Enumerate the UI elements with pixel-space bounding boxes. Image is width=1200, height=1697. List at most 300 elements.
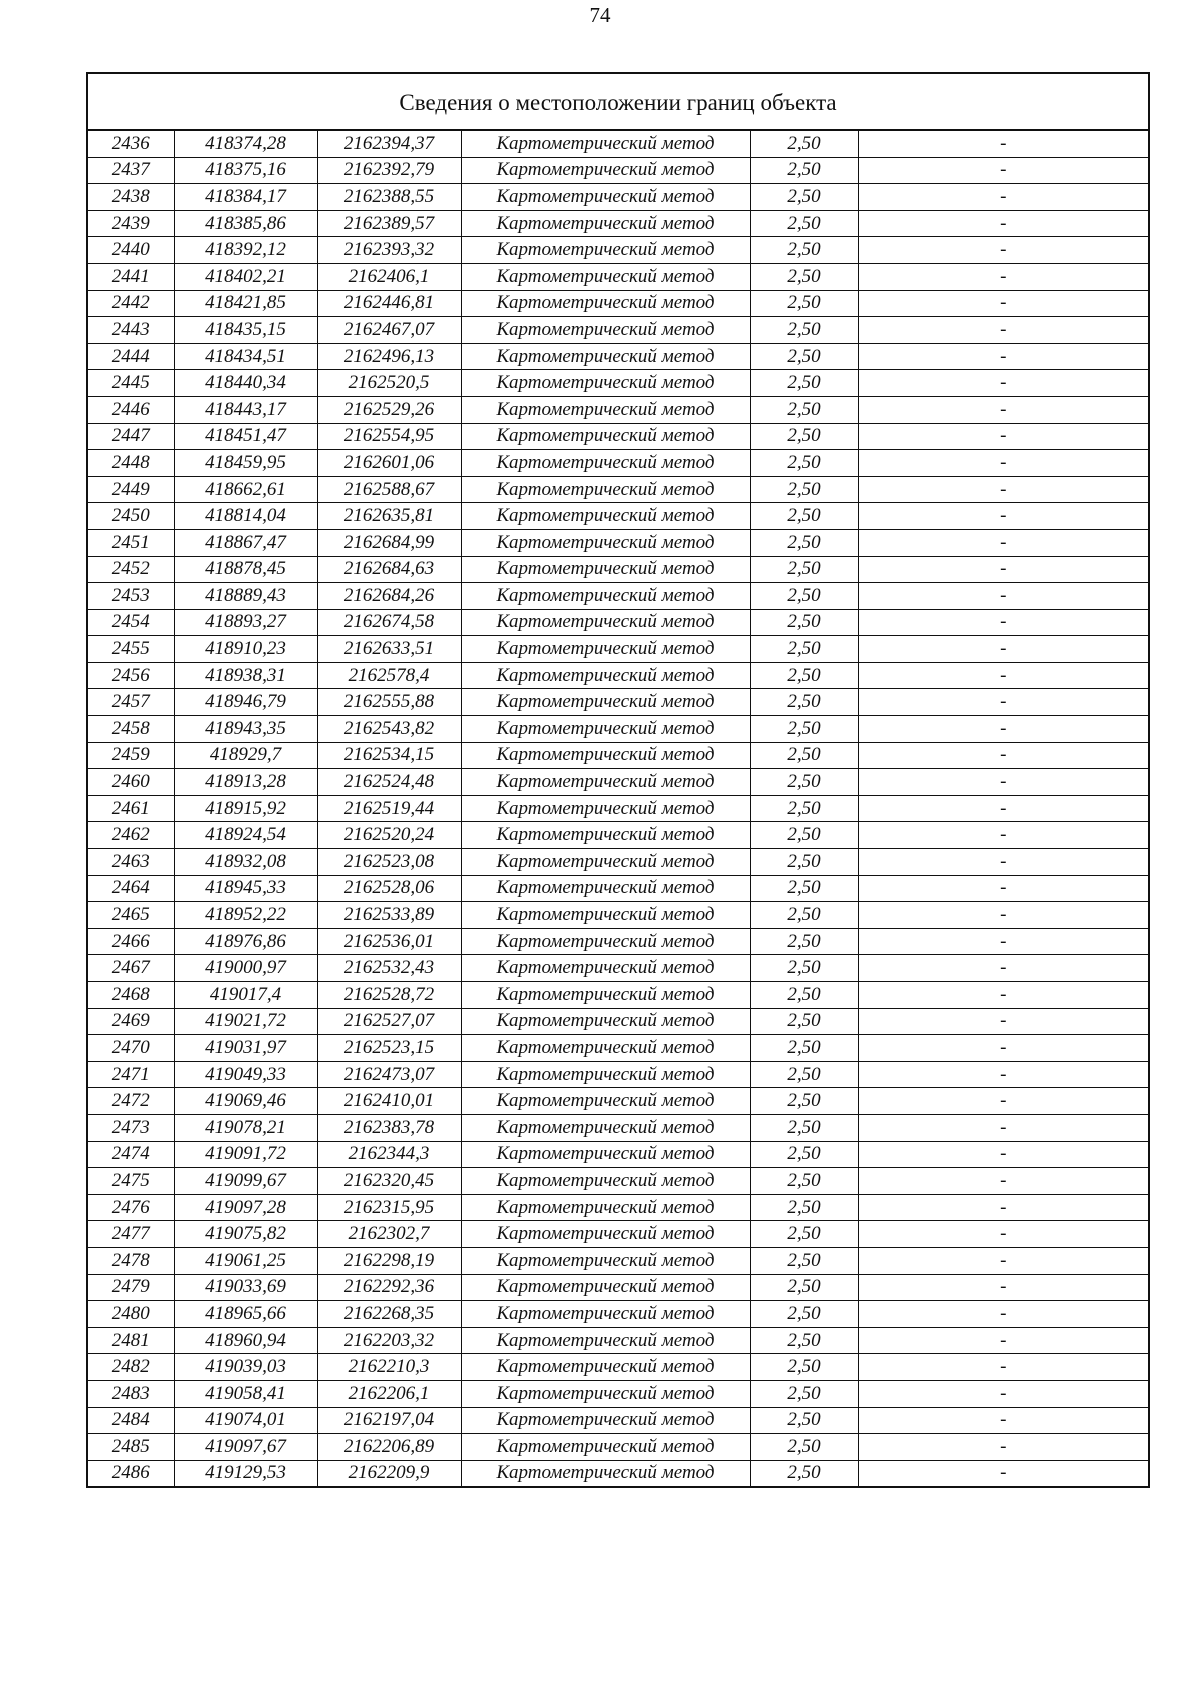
accuracy-cell: 2,50	[750, 556, 858, 583]
method-cell: Картометрический метод	[461, 529, 750, 556]
x-coordinate-cell: 418459,95	[174, 450, 317, 477]
accuracy-cell: 2,50	[750, 1301, 858, 1328]
y-coordinate-cell: 2162203,32	[317, 1327, 461, 1354]
x-coordinate-cell: 418929,7	[174, 742, 317, 769]
description-cell: -	[858, 343, 1148, 370]
accuracy-cell: 2,50	[750, 210, 858, 237]
accuracy-cell: 2,50	[750, 1061, 858, 1088]
table-row	[88, 157, 1148, 184]
description-cell: -	[858, 1114, 1148, 1141]
point-number-cell: 2474	[88, 1141, 174, 1168]
x-coordinate-cell: 419061,25	[174, 1247, 317, 1274]
point-number-cell: 2441	[88, 263, 174, 290]
y-coordinate-cell: 2162446,81	[317, 290, 461, 317]
method-cell: Картометрический метод	[461, 982, 750, 1009]
table-row	[88, 370, 1148, 397]
description-cell: -	[858, 955, 1148, 982]
accuracy-cell: 2,50	[750, 503, 858, 530]
accuracy-cell: 2,50	[750, 157, 858, 184]
y-coordinate-cell: 2162393,32	[317, 237, 461, 264]
description-cell: -	[858, 689, 1148, 716]
point-number-cell: 2478	[88, 1247, 174, 1274]
method-cell: Картометрический метод	[461, 795, 750, 822]
description-cell: -	[858, 1088, 1148, 1115]
method-cell: Картометрический метод	[461, 636, 750, 663]
description-cell: -	[858, 795, 1148, 822]
table-row	[88, 982, 1148, 1009]
point-number-cell: 2442	[88, 290, 174, 317]
description-cell: -	[858, 1194, 1148, 1221]
method-cell: Картометрический метод	[461, 822, 750, 849]
point-number-cell: 2480	[88, 1301, 174, 1328]
method-cell: Картометрический метод	[461, 131, 750, 157]
method-cell: Картометрический метод	[461, 928, 750, 955]
x-coordinate-cell: 418374,28	[174, 131, 317, 157]
x-coordinate-cell: 418965,66	[174, 1301, 317, 1328]
x-coordinate-cell: 418435,15	[174, 317, 317, 344]
table-row	[88, 476, 1148, 503]
x-coordinate-cell: 418867,47	[174, 529, 317, 556]
table-row	[88, 556, 1148, 583]
y-coordinate-cell: 2162197,04	[317, 1407, 461, 1434]
x-coordinate-cell: 418893,27	[174, 609, 317, 636]
method-cell: Картометрический метод	[461, 1141, 750, 1168]
description-cell: -	[858, 636, 1148, 663]
y-coordinate-cell: 2162520,24	[317, 822, 461, 849]
x-coordinate-cell: 418943,35	[174, 716, 317, 743]
table-row	[88, 1008, 1148, 1035]
description-cell: -	[858, 1061, 1148, 1088]
point-number-cell: 2437	[88, 157, 174, 184]
description-cell: -	[858, 742, 1148, 769]
method-cell: Картометрический метод	[461, 875, 750, 902]
table-row	[88, 317, 1148, 344]
accuracy-cell: 2,50	[750, 370, 858, 397]
accuracy-cell: 2,50	[750, 1008, 858, 1035]
y-coordinate-cell: 2162383,78	[317, 1114, 461, 1141]
point-number-cell: 2452	[88, 556, 174, 583]
y-coordinate-cell: 2162578,4	[317, 662, 461, 689]
y-coordinate-cell: 2162392,79	[317, 157, 461, 184]
accuracy-cell: 2,50	[750, 1088, 858, 1115]
description-cell: -	[858, 902, 1148, 929]
description-cell: -	[858, 184, 1148, 211]
y-coordinate-cell: 2162410,01	[317, 1088, 461, 1115]
table-row	[88, 1274, 1148, 1301]
y-coordinate-cell: 2162533,89	[317, 902, 461, 929]
table-title: Сведения о местоположении границ объекта	[88, 74, 1148, 131]
description-cell: -	[858, 1035, 1148, 1062]
method-cell: Картометрический метод	[461, 503, 750, 530]
accuracy-cell: 2,50	[750, 875, 858, 902]
method-cell: Картометрический метод	[461, 769, 750, 796]
point-number-cell: 2454	[88, 609, 174, 636]
table-row	[88, 343, 1148, 370]
point-number-cell: 2461	[88, 795, 174, 822]
table-row	[88, 689, 1148, 716]
method-cell: Картометрический метод	[461, 157, 750, 184]
description-cell: -	[858, 1221, 1148, 1248]
y-coordinate-cell: 2162532,43	[317, 955, 461, 982]
table-row	[88, 1035, 1148, 1062]
accuracy-cell: 2,50	[750, 1141, 858, 1168]
y-coordinate-cell: 2162473,07	[317, 1061, 461, 1088]
description-cell: -	[858, 982, 1148, 1009]
accuracy-cell: 2,50	[750, 1434, 858, 1461]
point-number-cell: 2469	[88, 1008, 174, 1035]
accuracy-cell: 2,50	[750, 1114, 858, 1141]
y-coordinate-cell: 2162529,26	[317, 396, 461, 423]
description-cell: -	[858, 1168, 1148, 1195]
method-cell: Картометрический метод	[461, 662, 750, 689]
description-cell: -	[858, 822, 1148, 849]
x-coordinate-cell: 418932,08	[174, 849, 317, 876]
x-coordinate-cell: 419097,67	[174, 1434, 317, 1461]
point-number-cell: 2472	[88, 1088, 174, 1115]
accuracy-cell: 2,50	[750, 423, 858, 450]
method-cell: Картометрический метод	[461, 1247, 750, 1274]
accuracy-cell: 2,50	[750, 1221, 858, 1248]
accuracy-cell: 2,50	[750, 1354, 858, 1381]
y-coordinate-cell: 2162519,44	[317, 795, 461, 822]
x-coordinate-cell: 419075,82	[174, 1221, 317, 1248]
accuracy-cell: 2,50	[750, 237, 858, 264]
y-coordinate-cell: 2162206,89	[317, 1434, 461, 1461]
coordinates-table	[88, 131, 1148, 1486]
description-cell: -	[858, 556, 1148, 583]
method-cell: Картометрический метод	[461, 955, 750, 982]
point-number-cell: 2466	[88, 928, 174, 955]
y-coordinate-cell: 2162528,06	[317, 875, 461, 902]
accuracy-cell: 2,50	[750, 529, 858, 556]
accuracy-cell: 2,50	[750, 184, 858, 211]
accuracy-cell: 2,50	[750, 1247, 858, 1274]
x-coordinate-cell: 419000,97	[174, 955, 317, 982]
y-coordinate-cell: 2162388,55	[317, 184, 461, 211]
method-cell: Картометрический метод	[461, 370, 750, 397]
point-number-cell: 2447	[88, 423, 174, 450]
point-number-cell: 2436	[88, 131, 174, 157]
method-cell: Картометрический метод	[461, 396, 750, 423]
point-number-cell: 2470	[88, 1035, 174, 1062]
x-coordinate-cell: 418910,23	[174, 636, 317, 663]
x-coordinate-cell: 418402,21	[174, 263, 317, 290]
y-coordinate-cell: 2162555,88	[317, 689, 461, 716]
description-cell: -	[858, 1008, 1148, 1035]
point-number-cell: 2462	[88, 822, 174, 849]
table-row	[88, 1194, 1148, 1221]
method-cell: Картометрический метод	[461, 1088, 750, 1115]
y-coordinate-cell: 2162389,57	[317, 210, 461, 237]
method-cell: Картометрический метод	[461, 476, 750, 503]
accuracy-cell: 2,50	[750, 1274, 858, 1301]
description-cell: -	[858, 503, 1148, 530]
accuracy-cell: 2,50	[750, 1035, 858, 1062]
y-coordinate-cell: 2162523,15	[317, 1035, 461, 1062]
table-row	[88, 450, 1148, 477]
x-coordinate-cell: 419078,21	[174, 1114, 317, 1141]
table-row	[88, 583, 1148, 610]
method-cell: Картометрический метод	[461, 1274, 750, 1301]
point-number-cell: 2479	[88, 1274, 174, 1301]
y-coordinate-cell: 2162298,19	[317, 1247, 461, 1274]
description-cell: -	[858, 1327, 1148, 1354]
point-number-cell: 2463	[88, 849, 174, 876]
point-number-cell: 2475	[88, 1168, 174, 1195]
x-coordinate-cell: 418814,04	[174, 503, 317, 530]
y-coordinate-cell: 2162292,36	[317, 1274, 461, 1301]
table-row	[88, 210, 1148, 237]
method-cell: Картометрический метод	[461, 556, 750, 583]
y-coordinate-cell: 2162523,08	[317, 849, 461, 876]
point-number-cell: 2455	[88, 636, 174, 663]
x-coordinate-cell: 418924,54	[174, 822, 317, 849]
method-cell: Картометрический метод	[461, 263, 750, 290]
point-number-cell: 2438	[88, 184, 174, 211]
method-cell: Картометрический метод	[461, 1380, 750, 1407]
point-number-cell: 2477	[88, 1221, 174, 1248]
point-number-cell: 2440	[88, 237, 174, 264]
accuracy-cell: 2,50	[750, 583, 858, 610]
point-number-cell: 2465	[88, 902, 174, 929]
accuracy-cell: 2,50	[750, 689, 858, 716]
page-number: 74	[589, 3, 611, 27]
point-number-cell: 2448	[88, 450, 174, 477]
accuracy-cell: 2,50	[750, 450, 858, 477]
method-cell: Картометрический метод	[461, 1327, 750, 1354]
y-coordinate-cell: 2162524,48	[317, 769, 461, 796]
x-coordinate-cell: 418938,31	[174, 662, 317, 689]
accuracy-cell: 2,50	[750, 982, 858, 1009]
description-cell: -	[858, 290, 1148, 317]
point-number-cell: 2449	[88, 476, 174, 503]
accuracy-cell: 2,50	[750, 317, 858, 344]
accuracy-cell: 2,50	[750, 1460, 858, 1486]
description-cell: -	[858, 1434, 1148, 1461]
method-cell: Картометрический метод	[461, 1168, 750, 1195]
x-coordinate-cell: 418945,33	[174, 875, 317, 902]
x-coordinate-cell: 418889,43	[174, 583, 317, 610]
point-number-cell: 2483	[88, 1380, 174, 1407]
table-row	[88, 1061, 1148, 1088]
table-row	[88, 1327, 1148, 1354]
x-coordinate-cell: 418976,86	[174, 928, 317, 955]
point-number-cell: 2468	[88, 982, 174, 1009]
table-row	[88, 1301, 1148, 1328]
x-coordinate-cell: 419031,97	[174, 1035, 317, 1062]
point-number-cell: 2444	[88, 343, 174, 370]
y-coordinate-cell: 2162406,1	[317, 263, 461, 290]
x-coordinate-cell: 419021,72	[174, 1008, 317, 1035]
y-coordinate-cell: 2162315,95	[317, 1194, 461, 1221]
x-coordinate-cell: 418915,92	[174, 795, 317, 822]
table-row	[88, 503, 1148, 530]
description-cell: -	[858, 849, 1148, 876]
x-coordinate-cell: 418451,47	[174, 423, 317, 450]
accuracy-cell: 2,50	[750, 131, 858, 157]
accuracy-cell: 2,50	[750, 396, 858, 423]
boundary-table-sheet	[86, 72, 1150, 1488]
accuracy-cell: 2,50	[750, 343, 858, 370]
point-number-cell: 2464	[88, 875, 174, 902]
point-number-cell: 2450	[88, 503, 174, 530]
x-coordinate-cell: 418385,86	[174, 210, 317, 237]
y-coordinate-cell: 2162601,06	[317, 450, 461, 477]
method-cell: Картометрический метод	[461, 317, 750, 344]
description-cell: -	[858, 875, 1148, 902]
method-cell: Картометрический метод	[461, 716, 750, 743]
accuracy-cell: 2,50	[750, 476, 858, 503]
y-coordinate-cell: 2162536,01	[317, 928, 461, 955]
accuracy-cell: 2,50	[750, 1168, 858, 1195]
y-coordinate-cell: 2162520,5	[317, 370, 461, 397]
method-cell: Картометрический метод	[461, 849, 750, 876]
table-row	[88, 1088, 1148, 1115]
x-coordinate-cell: 419091,72	[174, 1141, 317, 1168]
y-coordinate-cell: 2162467,07	[317, 317, 461, 344]
table-row	[88, 184, 1148, 211]
x-coordinate-cell: 419033,69	[174, 1274, 317, 1301]
method-cell: Картометрический метод	[461, 210, 750, 237]
accuracy-cell: 2,50	[750, 1380, 858, 1407]
method-cell: Картометрический метод	[461, 1354, 750, 1381]
y-coordinate-cell: 2162534,15	[317, 742, 461, 769]
y-coordinate-cell: 2162320,45	[317, 1168, 461, 1195]
point-number-cell: 2484	[88, 1407, 174, 1434]
table-row	[88, 423, 1148, 450]
x-coordinate-cell: 419129,53	[174, 1460, 317, 1486]
x-coordinate-cell: 418443,17	[174, 396, 317, 423]
point-number-cell: 2443	[88, 317, 174, 344]
table-row	[88, 1141, 1148, 1168]
method-cell: Картометрический метод	[461, 1221, 750, 1248]
method-cell: Картометрический метод	[461, 184, 750, 211]
description-cell: -	[858, 210, 1148, 237]
description-cell: -	[858, 609, 1148, 636]
x-coordinate-cell: 418375,16	[174, 157, 317, 184]
y-coordinate-cell: 2162206,1	[317, 1380, 461, 1407]
table-row	[88, 742, 1148, 769]
description-cell: -	[858, 476, 1148, 503]
x-coordinate-cell: 419017,4	[174, 982, 317, 1009]
x-coordinate-cell: 418434,51	[174, 343, 317, 370]
description-cell: -	[858, 529, 1148, 556]
y-coordinate-cell: 2162588,67	[317, 476, 461, 503]
y-coordinate-cell: 2162302,7	[317, 1221, 461, 1248]
description-cell: -	[858, 583, 1148, 610]
table-row	[88, 1354, 1148, 1381]
accuracy-cell: 2,50	[750, 769, 858, 796]
x-coordinate-cell: 418946,79	[174, 689, 317, 716]
accuracy-cell: 2,50	[750, 1407, 858, 1434]
description-cell: -	[858, 1141, 1148, 1168]
table-row	[88, 795, 1148, 822]
table-row	[88, 131, 1148, 157]
description-cell: -	[858, 450, 1148, 477]
y-coordinate-cell: 2162554,95	[317, 423, 461, 450]
table-row	[88, 1460, 1148, 1486]
x-coordinate-cell: 418392,12	[174, 237, 317, 264]
y-coordinate-cell: 2162527,07	[317, 1008, 461, 1035]
x-coordinate-cell: 419069,46	[174, 1088, 317, 1115]
accuracy-cell: 2,50	[750, 928, 858, 955]
table-row	[88, 1168, 1148, 1195]
method-cell: Картометрический метод	[461, 902, 750, 929]
y-coordinate-cell: 2162684,63	[317, 556, 461, 583]
point-number-cell: 2460	[88, 769, 174, 796]
point-number-cell: 2457	[88, 689, 174, 716]
table-row	[88, 716, 1148, 743]
table-row	[88, 263, 1148, 290]
x-coordinate-cell: 418878,45	[174, 556, 317, 583]
point-number-cell: 2446	[88, 396, 174, 423]
table-row	[88, 1407, 1148, 1434]
description-cell: -	[858, 237, 1148, 264]
x-coordinate-cell: 418662,61	[174, 476, 317, 503]
point-number-cell: 2459	[88, 742, 174, 769]
method-cell: Картометрический метод	[461, 1301, 750, 1328]
x-coordinate-cell: 419074,01	[174, 1407, 317, 1434]
point-number-cell: 2456	[88, 662, 174, 689]
y-coordinate-cell: 2162210,3	[317, 1354, 461, 1381]
table-row	[88, 1114, 1148, 1141]
x-coordinate-cell: 418384,17	[174, 184, 317, 211]
accuracy-cell: 2,50	[750, 716, 858, 743]
x-coordinate-cell: 419097,28	[174, 1194, 317, 1221]
x-coordinate-cell: 419099,67	[174, 1168, 317, 1195]
point-number-cell: 2445	[88, 370, 174, 397]
method-cell: Картометрический метод	[461, 609, 750, 636]
method-cell: Картометрический метод	[461, 290, 750, 317]
table-row	[88, 928, 1148, 955]
description-cell: -	[858, 662, 1148, 689]
table-row	[88, 955, 1148, 982]
method-cell: Картометрический метод	[461, 583, 750, 610]
method-cell: Картометрический метод	[461, 450, 750, 477]
y-coordinate-cell: 2162394,37	[317, 131, 461, 157]
method-cell: Картометрический метод	[461, 1061, 750, 1088]
accuracy-cell: 2,50	[750, 955, 858, 982]
point-number-cell: 2471	[88, 1061, 174, 1088]
y-coordinate-cell: 2162209,9	[317, 1460, 461, 1486]
description-cell: -	[858, 1274, 1148, 1301]
accuracy-cell: 2,50	[750, 822, 858, 849]
accuracy-cell: 2,50	[750, 263, 858, 290]
x-coordinate-cell: 419058,41	[174, 1380, 317, 1407]
description-cell: -	[858, 1247, 1148, 1274]
table-row	[88, 396, 1148, 423]
y-coordinate-cell: 2162674,58	[317, 609, 461, 636]
table-row	[88, 822, 1148, 849]
table-row	[88, 1221, 1148, 1248]
table-row	[88, 1434, 1148, 1461]
y-coordinate-cell: 2162633,51	[317, 636, 461, 663]
x-coordinate-cell: 419039,03	[174, 1354, 317, 1381]
method-cell: Картометрический метод	[461, 689, 750, 716]
table-row	[88, 902, 1148, 929]
method-cell: Картометрический метод	[461, 1008, 750, 1035]
description-cell: -	[858, 1460, 1148, 1486]
table-row	[88, 1247, 1148, 1274]
y-coordinate-cell: 2162344,3	[317, 1141, 461, 1168]
point-number-cell: 2481	[88, 1327, 174, 1354]
accuracy-cell: 2,50	[750, 662, 858, 689]
description-cell: -	[858, 423, 1148, 450]
description-cell: -	[858, 396, 1148, 423]
method-cell: Картометрический метод	[461, 237, 750, 264]
table-row	[88, 1380, 1148, 1407]
x-coordinate-cell: 418421,85	[174, 290, 317, 317]
